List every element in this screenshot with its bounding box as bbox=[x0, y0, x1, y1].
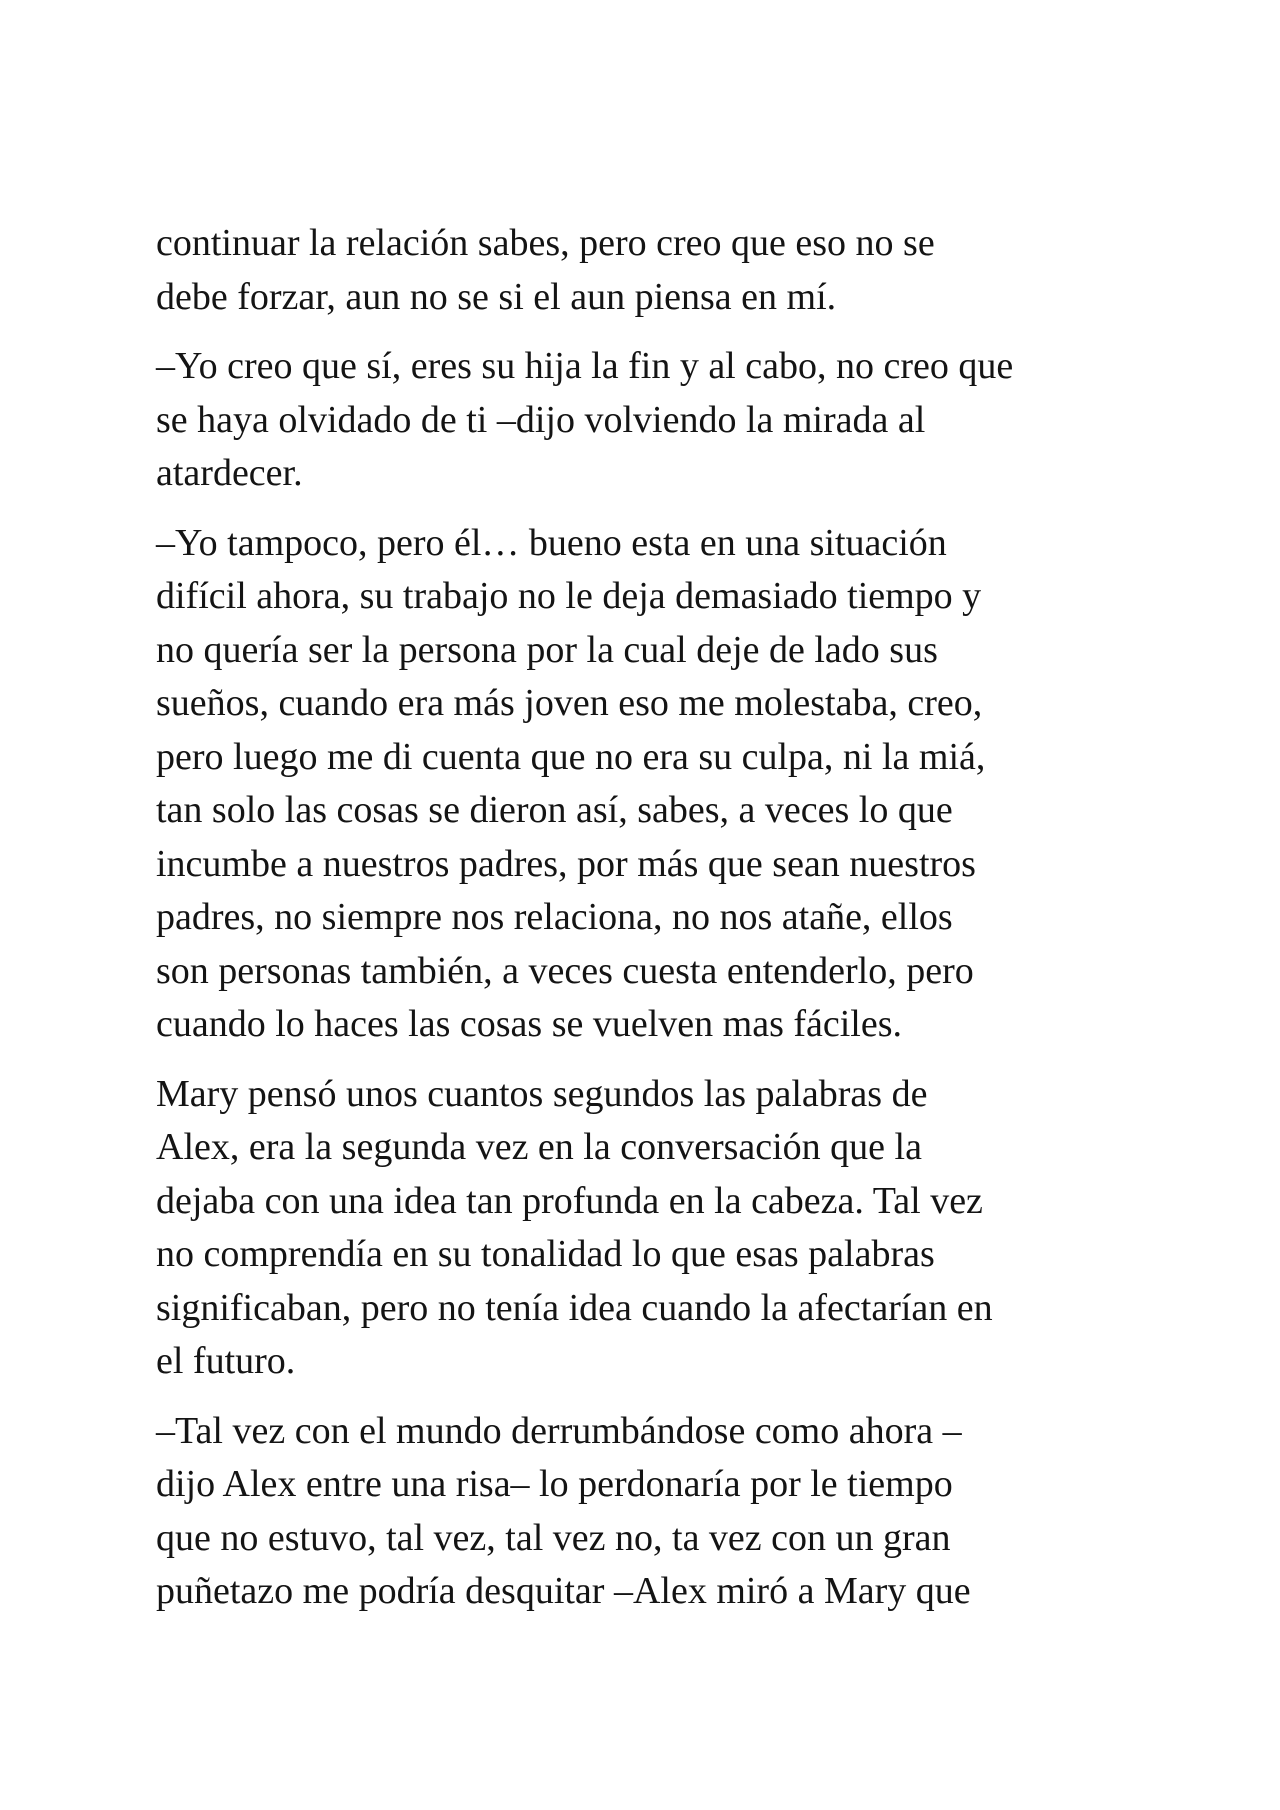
text-line: dijo Alex entre una risa– lo perdonaría por le tiempo bbox=[156, 1463, 953, 1505]
text-line: el futuro. bbox=[156, 1340, 296, 1382]
text-line: continuar la relación sabes, pero creo que eso no se bbox=[156, 222, 935, 264]
text-line: pero luego me di cuenta que no era su culpa, ni la miá, bbox=[156, 735, 986, 778]
text-line: no comprendía en su tonalidad lo que esas palabras bbox=[156, 1233, 935, 1275]
text-line: incumbe a nuestros padres, por más que sean nuestros bbox=[156, 842, 976, 885]
text-line: Alex, era la segunda vez en la conversación que la bbox=[156, 1126, 922, 1168]
text-line: significaban, pero no tenía idea cuando la afectarían en bbox=[156, 1286, 993, 1329]
text-line: tan solo las cosas se dieron así, sabes, a veces lo que bbox=[156, 789, 953, 831]
text-line: sueños, cuando era más joven eso me molestaba, creo, bbox=[156, 682, 983, 724]
text-line: puñetazo me podría desquitar –Alex miró a Mary que bbox=[156, 1570, 971, 1612]
text-line: –Tal vez con el mundo derrumbándose como ahora – bbox=[156, 1409, 962, 1452]
paragraph-3 bbox=[156, 517, 1156, 1052]
body-text bbox=[156, 217, 1156, 1635]
paragraph-4 bbox=[156, 1068, 1156, 1389]
text-line: cuando lo haces las cosas se vuelven mas fáciles. bbox=[156, 1003, 903, 1045]
text-line: atardecer. bbox=[156, 452, 303, 494]
text-line: –Yo creo que sí, eres su hija la fin y al cabo, no creo que bbox=[156, 345, 1014, 387]
text-line: difícil ahora, su trabajo no le deja demasiado tiempo y bbox=[156, 575, 982, 617]
text-line: debe forzar, aun no se si el aun piensa en mí. bbox=[156, 275, 837, 318]
text-line: dejaba con una idea tan profunda en la cabeza. Tal vez bbox=[156, 1179, 983, 1222]
paragraph-1 bbox=[156, 217, 1156, 324]
text-line: –Yo tampoco, pero él… bueno esta en una situación bbox=[156, 521, 947, 564]
text-line: se haya olvidado de ti –dijo volviendo la mirada al bbox=[156, 398, 926, 441]
text-line: no quería ser la persona por la cual deje de lado sus bbox=[156, 628, 938, 671]
text-line: que no estuvo, tal vez, tal vez no, ta vez con un gran bbox=[156, 1516, 951, 1559]
text-line: Mary pensó unos cuantos segundos las palabras de bbox=[156, 1072, 928, 1115]
text-line: son personas también, a veces cuesta entenderlo, pero bbox=[156, 949, 974, 992]
paragraph-5 bbox=[156, 1405, 1156, 1619]
paragraph-2 bbox=[156, 340, 1156, 501]
text-line: padres, no siempre nos relaciona, no nos atañe, ellos bbox=[156, 896, 953, 938]
